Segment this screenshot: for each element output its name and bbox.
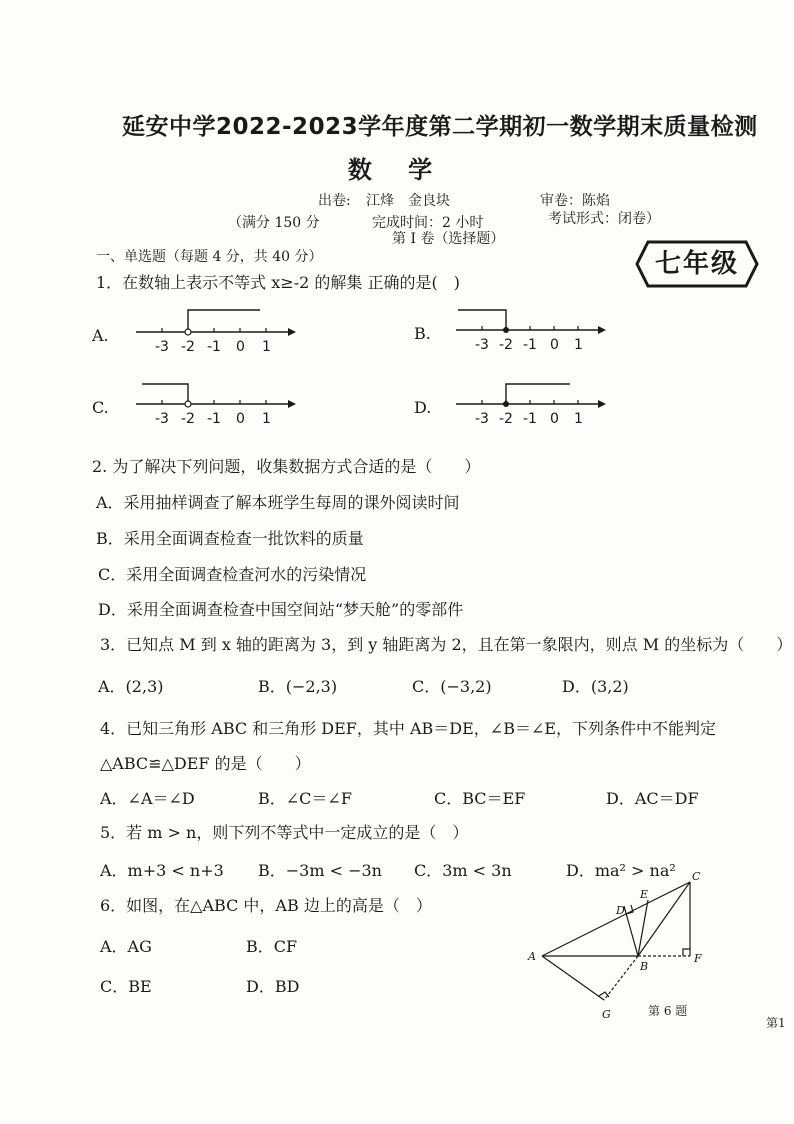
page-number: 第1	[766, 1016, 786, 1030]
q1-number-line-a	[130, 306, 300, 356]
exam-title: 延安中学2022-2023学年度第二学期初一数学期末质量检测	[122, 114, 758, 140]
q1-number-line-c	[130, 378, 300, 428]
tick-label: -1	[207, 339, 221, 355]
q1-stem: 1．在数轴上表示不等式 x≥-2 的解集 正确的是( )	[96, 273, 460, 292]
vertex-label: D	[616, 904, 625, 917]
q5-stem: 5．若 m > n，则下列不等式中一定成立的是（ ）	[100, 823, 469, 842]
q3-option-c: C．(−3,2)	[412, 677, 492, 696]
q1-option-b-label: B.	[414, 324, 431, 343]
reviewer: 审卷：陈焰	[540, 193, 610, 209]
setter-names: 江烽 金良块	[366, 193, 450, 209]
q5-option-a: A．m+3 < n+3	[100, 861, 224, 880]
q4-option-b: B．∠C＝∠F	[258, 789, 352, 808]
grade-badge	[634, 238, 760, 290]
q2-option-c: C．采用全面调查检查河水的污染情况	[98, 565, 367, 584]
vertex-label: A	[528, 950, 536, 963]
tick-label: 0	[236, 411, 245, 427]
q6-option-a: A．AG	[100, 937, 152, 956]
volume-label: 第 I 卷（选择题）	[392, 231, 505, 247]
full-score: （满分 150 分	[228, 215, 320, 231]
exam-form: 考试形式：闭卷）	[548, 211, 660, 227]
exam-time: 完成时间：2 小时	[372, 215, 484, 231]
tick-label: -3	[155, 411, 169, 427]
q4-option-a: A．∠A＝∠D	[100, 789, 195, 808]
tick-label: -2	[499, 337, 513, 353]
q5-option-d: D．ma² > na²	[566, 861, 676, 880]
q6-triangle-figure	[520, 862, 720, 1022]
subject-title: 数 学	[347, 156, 447, 184]
q6-option-b: B．CF	[246, 937, 298, 956]
q3-option-d: D．(3,2)	[562, 677, 629, 696]
vertex-label: B	[640, 960, 649, 973]
tick-label: 1	[574, 337, 583, 353]
vertex-label: C	[692, 870, 701, 883]
tick-label: 1	[574, 411, 583, 427]
q3-stem: 3．已知点 M 到 x 轴的距离为 3，到 y 轴距离为 2，且在第一象限内，则点 M 的坐标为（ ）	[100, 635, 793, 654]
tick-label: -3	[475, 337, 489, 353]
q5-option-c: C．3m < 3n	[414, 861, 512, 880]
tick-label: -3	[155, 339, 169, 355]
q4-option-d: D．AC＝DF	[606, 789, 699, 808]
grade-badge-text: 七年级	[654, 249, 739, 279]
tick-label: -3	[475, 411, 489, 427]
q4-option-c: C．BC＝EF	[434, 789, 526, 808]
q1-option-a-label: A.	[92, 326, 109, 345]
q1-number-line-d	[450, 378, 620, 428]
tick-label: 1	[262, 411, 271, 427]
tick-label: -1	[207, 411, 221, 427]
q3-option-b: B．(−2,3)	[258, 677, 338, 696]
tick-label: -2	[181, 411, 195, 427]
tick-label: 0	[236, 339, 245, 355]
tick-label: 0	[550, 337, 559, 353]
q5-option-b: B．−3m < −3n	[258, 861, 382, 880]
q1-number-line-b	[450, 304, 620, 354]
tick-label: 1	[262, 339, 271, 355]
tick-label: -2	[181, 339, 195, 355]
tick-label: -1	[523, 337, 537, 353]
q1-option-d-label: D.	[414, 398, 432, 417]
q1-option-c-label: C.	[92, 398, 109, 417]
q2-option-d: D．采用全面调查检查中国空间站“梦天舱”的零部件	[98, 600, 464, 619]
tick-label: 0	[550, 411, 559, 427]
q6-stem: 6．如图，在△ABC 中，AB 边上的高是（ ）	[100, 896, 432, 915]
q4-stem-line2: △ABC≌△DEF 的是（ ）	[100, 754, 311, 773]
tick-label: -2	[499, 411, 513, 427]
q3-option-a: A．(2,3)	[98, 677, 164, 696]
q6-figure-caption: 第 6 题	[648, 1004, 688, 1018]
q2-stem: 2. 为了解决下列问题，收集数据方式合适的是（ ）	[92, 457, 481, 476]
q6-option-d: D．BD	[246, 977, 300, 996]
setter-label: 出卷:	[318, 193, 351, 209]
q6-option-c: C．BE	[100, 977, 152, 996]
vertex-label: F	[694, 952, 702, 965]
q4-stem-line1: 4．已知三角形 ABC 和三角形 DEF，其中 AB＝DE，∠B＝∠E，下列条件中不能判定	[100, 719, 717, 738]
section-heading: 一、单选题（每题 4 分，共 40 分）	[96, 249, 323, 265]
tick-label: -1	[523, 411, 537, 427]
vertex-label: G	[602, 1008, 611, 1021]
vertex-label: E	[640, 888, 649, 901]
q2-option-b: B．采用全面调查检查一批饮料的质量	[96, 529, 364, 548]
q2-option-a: A．采用抽样调查了解本班学生每周的课外阅读时间	[96, 493, 460, 512]
